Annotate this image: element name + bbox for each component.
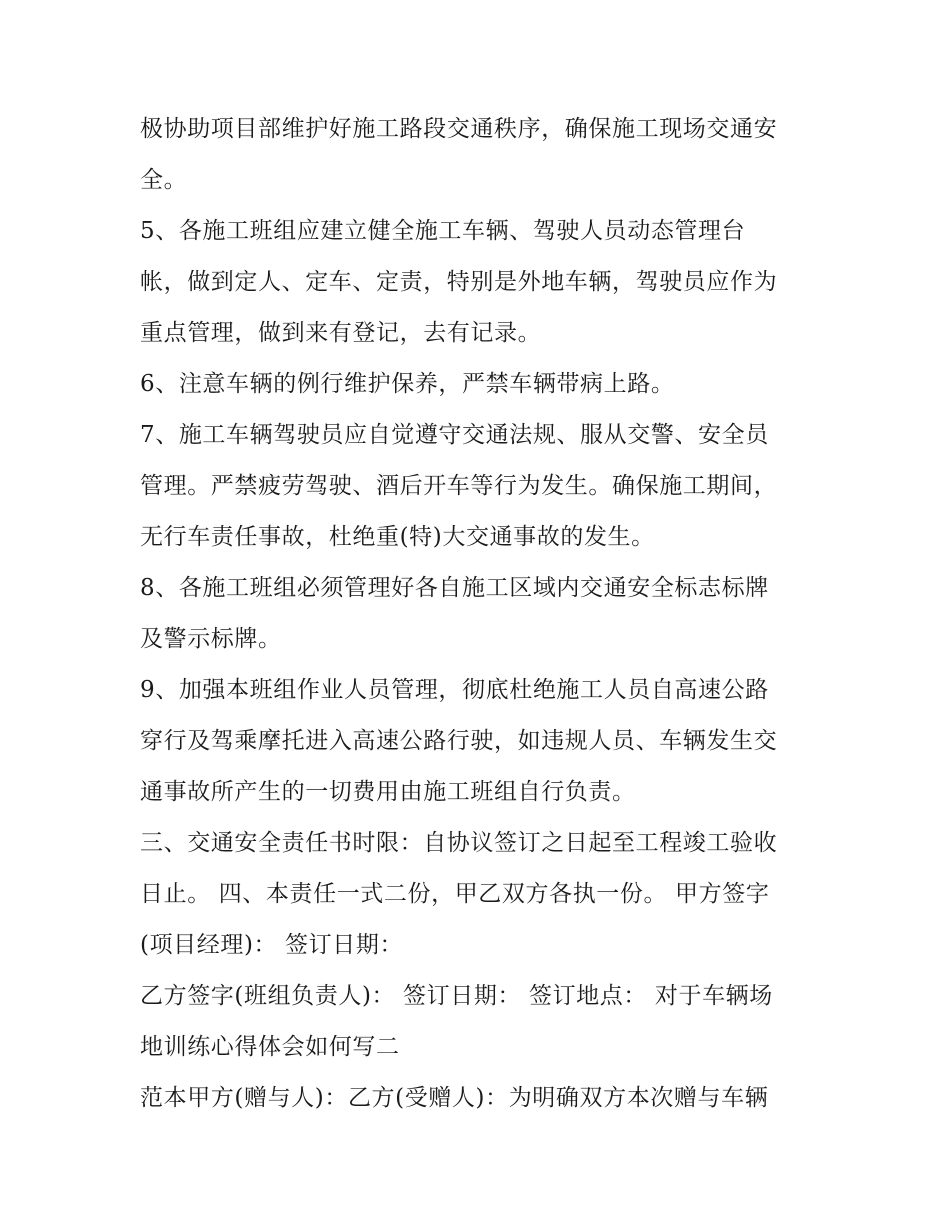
text-line: 三、交通安全责任书时限：自协议签订之日起至工程竣工验收	[140, 830, 778, 856]
text-line: 重点管理，做到来有登记，去有记录。	[140, 320, 542, 346]
text-line: 乙方签字(班组负责人)： 签订日期： 签订地点： 对于车辆场	[140, 983, 773, 1009]
text-line: 及警示标牌。	[140, 626, 282, 652]
text-line: 穿行及驾乘摩托进入高速公路行驶，如违规人员、车辆发生交	[140, 728, 778, 754]
text-line: 日止。 四、本责任一式二份，甲乙双方各执一份。 甲方签字	[140, 881, 770, 907]
text-line: 全。	[140, 167, 188, 193]
text-line: 管理。严禁疲劳驾驶、酒后开车等行为发生。确保施工期间，	[140, 473, 778, 499]
text-line: 帐，做到定人、定车、定责，特别是外地车辆，驾驶员应作为	[140, 269, 778, 295]
text-line: 9、加强本班组作业人员管理，彻底杜绝施工人员自高速公路	[140, 677, 769, 703]
text-line: 极协助项目部维护好施工路段交通秩序，确保施工现场交通安	[140, 116, 778, 142]
text-line: 6、注意车辆的例行维护保养，严禁车辆带病上路。	[140, 371, 675, 397]
text-line: 7、施工车辆驾驶员应自觉遵守交通法规、服从交警、安全员	[140, 422, 769, 448]
text-line: (项目经理)： 签订日期：	[140, 932, 404, 958]
document-body	[140, 104, 830, 1124]
text-line: 8、各施工班组必须管理好各自施工区域内交通安全标志标牌	[140, 575, 769, 601]
text-line: 范本甲方(赠与人)：乙方(受赠人)：为明确双方本次赠与车辆	[140, 1085, 769, 1111]
text-line: 通事故所产生的一切费用由施工班组自行负责。	[140, 779, 636, 805]
text-line: 5、各施工班组应建立健全施工车辆、驾驶人员动态管理台	[140, 218, 746, 244]
text-line: 地训练心得体会如何写二	[140, 1034, 400, 1060]
text-line: 无行车责任事故，杜绝重(特)大交通事故的发生。	[140, 524, 655, 550]
